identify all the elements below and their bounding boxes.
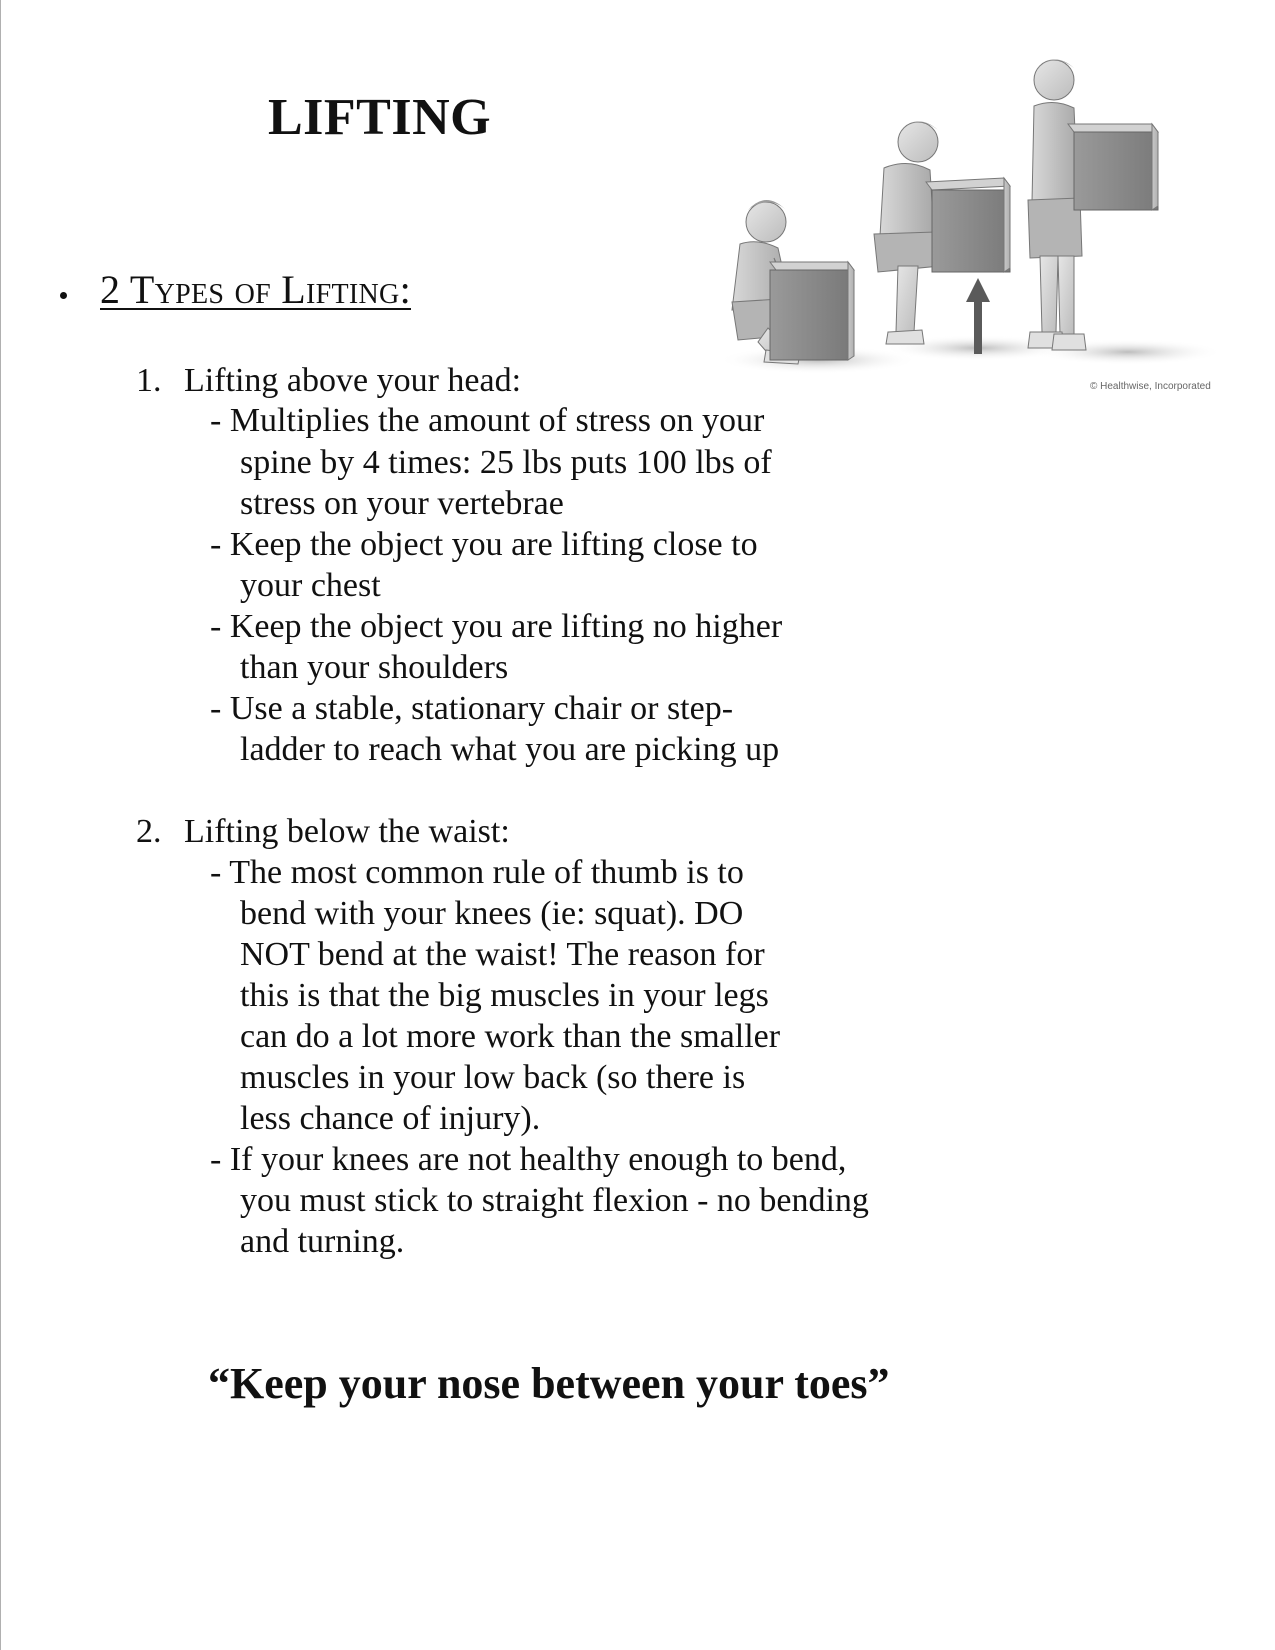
point-line: - The most common rule of thumb is to bbox=[210, 854, 744, 891]
point-line: can do a lot more work than the smaller bbox=[240, 1018, 781, 1055]
point-line: bend with your knees (ie: squat). DO bbox=[240, 895, 744, 932]
rising-figure bbox=[874, 121, 940, 344]
point-line: than your shoulders bbox=[240, 649, 509, 686]
point-line: NOT bend at the waist! The reason for bbox=[240, 936, 765, 973]
point-line: - Keep the object you are lifting close to bbox=[210, 526, 758, 563]
point-line: - Keep the object you are lifting no higher bbox=[210, 608, 783, 645]
box-held-chest bbox=[1068, 124, 1158, 210]
point-line: muscles in your low back (so there is bbox=[240, 1059, 746, 1096]
point-line: - If your knees are not healthy enough to bend, bbox=[210, 1141, 847, 1178]
box-held-low bbox=[926, 178, 1010, 272]
point-line: this is that the big muscles in your legs bbox=[240, 977, 769, 1014]
point-line: and turning. bbox=[240, 1223, 405, 1260]
image-credit: © Healthwise, Incorporated bbox=[1090, 381, 1211, 392]
point-line: ladder to reach what you are picking up bbox=[240, 731, 780, 768]
item-number: 2. bbox=[136, 813, 162, 850]
item-number: 1. bbox=[136, 362, 162, 399]
closing-quote: “Keep your nose between your toes” bbox=[208, 1359, 890, 1408]
bullet-icon bbox=[60, 292, 67, 299]
point-line: spine by 4 times: 25 lbs puts 100 lbs of bbox=[240, 444, 772, 481]
point-line: your chest bbox=[240, 567, 381, 604]
page-edge bbox=[0, 0, 1, 1650]
section-heading: 2 Types of Lifting: bbox=[100, 267, 411, 312]
item-heading: Lifting above your head: bbox=[184, 362, 522, 399]
page-title: LIFTING bbox=[268, 89, 492, 146]
point-line: stress on your vertebrae bbox=[240, 485, 564, 522]
point-line: - Use a stable, stationary chair or step- bbox=[210, 690, 734, 727]
box-on-floor bbox=[770, 262, 854, 360]
point-line: - Multiplies the amount of stress on your bbox=[210, 402, 765, 439]
item-heading: Lifting below the waist: bbox=[184, 813, 510, 850]
point-line: you must stick to straight flexion - no bending bbox=[240, 1182, 869, 1219]
point-line: less chance of injury). bbox=[240, 1100, 541, 1137]
lifting-sequence-illustration bbox=[708, 52, 1228, 402]
